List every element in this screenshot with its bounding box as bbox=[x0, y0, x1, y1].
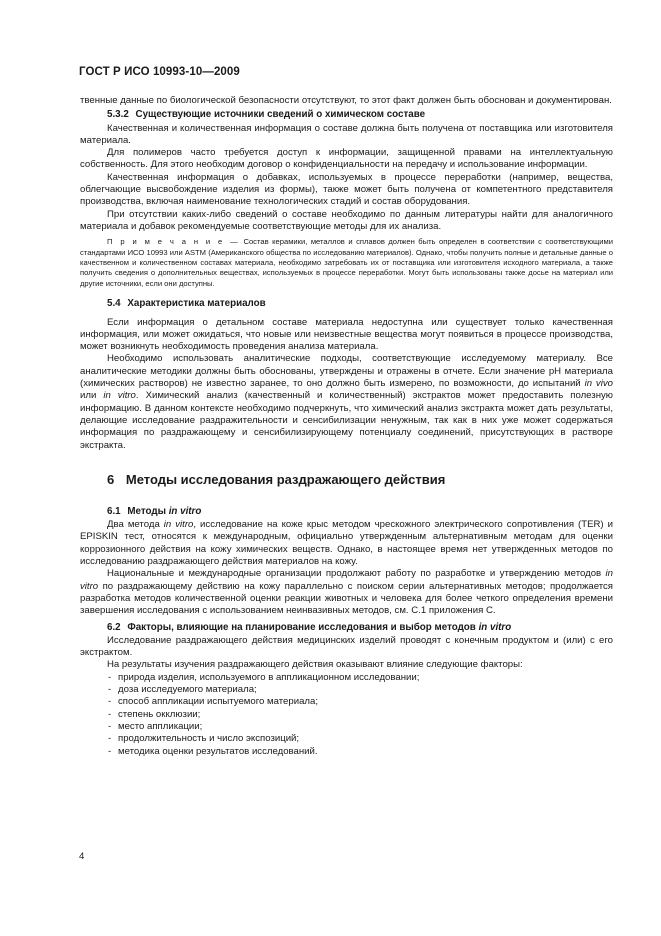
paragraph: Если информация о детальном составе материала недоступна или существует только качественная информация, или может ожидаться, что новые или неизвестные вещества могут появиться в процессе производства, может возникнуть необходимость проведения анализа материала. bbox=[80, 316, 613, 353]
section-number: 6.1 bbox=[107, 505, 121, 517]
paragraph: При отсутствии каких-либо сведений о составе необходимо по данным литературы найти для аналогичного материала и добавок рекомендуемые соответствующие методы для их анализа. bbox=[80, 208, 613, 232]
page-header: ГОСТ Р ИСО 10993-10—2009 bbox=[79, 66, 240, 78]
italic-term: in vivo bbox=[584, 378, 613, 390]
paragraph: Для полимеров часто требуется доступ к информации, защищенной правами на интеллектуальную собственность. Для этого необходим договор о конфиденциальности на передачу и использование информации. bbox=[80, 147, 613, 171]
section-number: 5.3.2 bbox=[107, 109, 129, 121]
list-item: - место аппликации; bbox=[107, 721, 613, 733]
paragraph: Два метода in vitro, исследование на коже крыс методом чрескожного электрического сопротивления (TER) и EPISKIN тест, относятся к международным, официально утвержденным альтернативным методам для оценки коррозионного действия на кожу химических веществ. Однако, в настоящее время нет утвержденных методов по исследованию раздражающего действия материалов на кожу. bbox=[80, 519, 613, 568]
paragraph: Национальные и международные организации продолжают работу по разработке и утверждению методов in vitro по раздражающему действию на кожу параллельно с поиском серии альтернативных методов; продолжается разработка методов количественной оценки реакции животных и человека для более четкого определения времени завершения исследования с использованием неинвазивных методов, см. С.1 приложения С. bbox=[80, 568, 613, 617]
chapter-title: Методы исследования раздражающего действия bbox=[125, 471, 446, 487]
section-heading-5-3-2 bbox=[107, 109, 613, 121]
italic-term: in vitro bbox=[80, 568, 613, 592]
list-item: - природа изделия, используемого в аппликационном исследовании; bbox=[107, 672, 613, 684]
paragraph: Качественная информация о добавках, используемых в процессе переработки (например, вещества, облегчающие высвобождение изделия из формы), также может быть получена от компетентного представителя производства, включая наименование технологических стадий и состав оборудования. bbox=[80, 171, 613, 208]
paragraph: Исследование раздражающего действия медицинских изделий проводят с конечным продуктом и (или) с его экстрактом. bbox=[80, 634, 613, 659]
paragraph: На результаты изучения раздражающего действия оказывают влияние следующие факторы: bbox=[107, 659, 523, 671]
section-heading-5-4 bbox=[107, 298, 613, 310]
section-heading-6-2 bbox=[107, 622, 613, 634]
list-item: - степень окклюзии; bbox=[107, 709, 613, 721]
section-number: 5.4 bbox=[107, 298, 121, 310]
paragraph: Качественная и количественная информация о составе должна быть получена от поставщика или изготовителя материала. bbox=[80, 122, 613, 146]
section-heading-6-1 bbox=[107, 506, 613, 518]
page-content bbox=[80, 95, 613, 758]
section-title: Факторы, влияющие на планирование исследования и выбор методов bbox=[127, 621, 476, 633]
factors-list bbox=[80, 672, 613, 758]
section-title: Характеристика материалов bbox=[127, 298, 266, 310]
list-item: - способ аппликации испытуемого материала; bbox=[107, 696, 613, 708]
paragraph: твенные данные по биологической безопасности отсутствуют, то этот факт должен быть обоснован и документирован. bbox=[80, 95, 612, 106]
italic-term: in vitro bbox=[163, 519, 194, 531]
chapter-number: 6 bbox=[107, 471, 115, 487]
italic-term: in vitro bbox=[103, 390, 136, 402]
section-title-italic: in vitro bbox=[168, 505, 202, 517]
list-item: - методика оценки результатов исследований. bbox=[107, 746, 613, 758]
chapter-heading-6 bbox=[107, 472, 613, 488]
paragraph: Необходимо использовать аналитические подходы, соответствующие исследуемому материалу. Все аналитические методики должны быть обоснованы, утверждены и отражены в отчете. Если значение pH материала (химических растворов) не известно заранее, то оно должно быть измерено, по возможности, до испытаний in vivo или in vitro. Химический анализ (качественный и количественный) экстрактов может предоставить полезную информацию. В данном контексте необходимо подчеркнуть, что химический анализ экстракта может дать результаты, делающие исследование раздражительности и сенсибилизации ненужным, так как в них уже может содержаться информация по раздражающему и сенсибилизирующему потенциалу соединений, присутствующих в растворе экстракта. bbox=[80, 353, 613, 451]
list-item: - продолжительность и число экспозиций; bbox=[107, 733, 613, 745]
note bbox=[80, 237, 613, 289]
section-title: Существующие источники сведений о химическом составе bbox=[135, 109, 426, 121]
section-title: Методы bbox=[127, 505, 166, 517]
note-label: П р и м е ч а н и е — bbox=[107, 237, 240, 247]
section-title-italic: in vitro bbox=[478, 621, 512, 633]
page-number: 4 bbox=[79, 851, 85, 862]
list-item: - доза исследуемого материала; bbox=[107, 684, 613, 696]
note-text: Состав керамики, металлов и сплавов должен быть определен в соответствии с соответствующими стандартами ИСО 10993 или ASTM (Американского общества по исследованию материалов). Однако, чтобы получить полные и детальные данные о качественном и количественном составах материала, необходимо затребовать их от поставщика или изготовителя исходного материала, а также получить сведения о дополнительных веществах, используемых в процессе переработки. Могут быть использованы также досье на материал или другие источники, если они доступны. bbox=[80, 237, 613, 288]
section-number: 6.2 bbox=[107, 621, 121, 633]
